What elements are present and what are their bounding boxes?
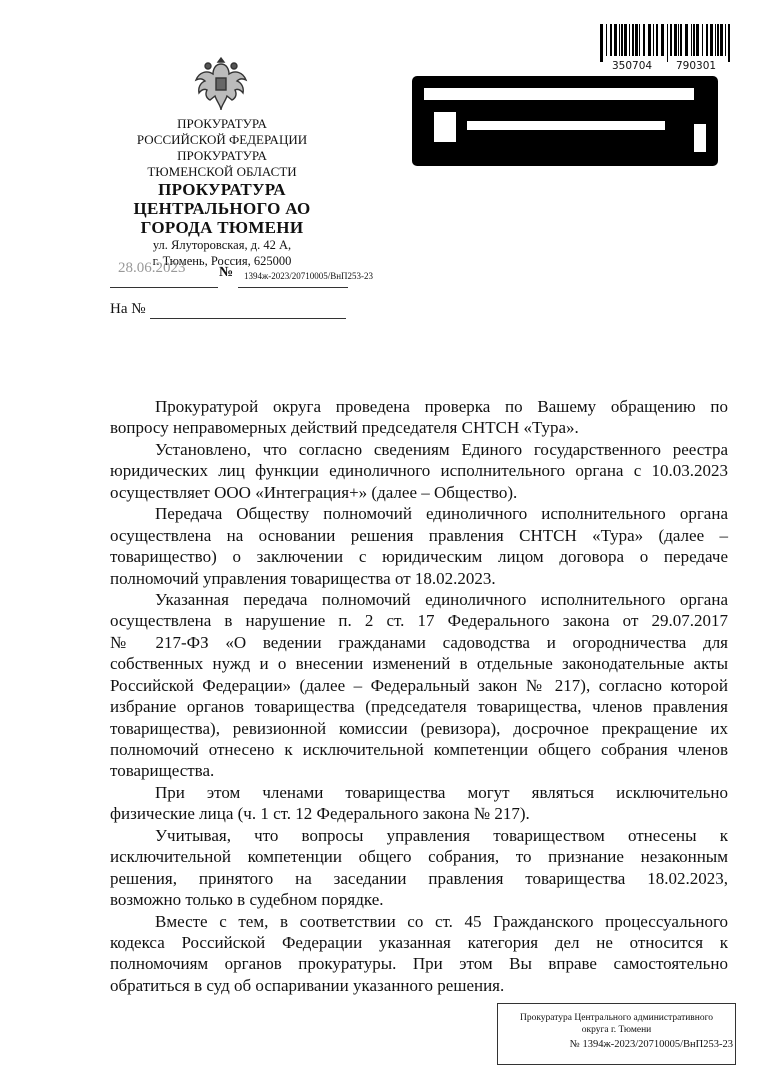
barcode-bar xyxy=(691,24,692,56)
barcode-bar xyxy=(693,24,695,56)
issuer-address: г. Тюмень, Россия, 625000 xyxy=(152,254,292,268)
issuer-line: ПРОКУРАТУРА xyxy=(177,148,267,163)
paragraph-line: решения, принятого на заседании правления товарищества 18.02.2023, xyxy=(110,868,728,888)
paragraph-line: исключительной компетенции общего собрания, то признание незаконным xyxy=(110,847,728,867)
paragraph-line: осуществляет ООО «Интеграция+» (далее – Общество). xyxy=(110,482,518,502)
paragraph-line: Передача Обществу полномочий единоличного исполнительного органа xyxy=(155,504,728,524)
number-sign: № xyxy=(219,265,234,280)
stamp-line: округа г. Тюмени xyxy=(581,1025,652,1035)
paragraph-line: полномочий отнесено к исключительной компетенции общего собрания членов xyxy=(110,740,728,759)
paragraph xyxy=(110,439,728,503)
paragraph xyxy=(110,396,728,439)
barcode-left-digits: 350704 xyxy=(612,60,653,72)
reply-to-underline xyxy=(150,318,346,319)
paragraph-line: вопросу неправомерных действий председателя СНТСН «Тура». xyxy=(110,418,579,438)
barcode-bar xyxy=(621,24,623,56)
paragraph xyxy=(110,782,728,825)
barcode-bar xyxy=(656,24,658,56)
barcode-bar xyxy=(720,24,723,56)
barcode-bar xyxy=(606,24,607,56)
registration-stamp xyxy=(497,1003,736,1065)
paragraph xyxy=(110,825,728,911)
barcode-bar xyxy=(629,24,630,56)
barcode-bars xyxy=(600,24,732,62)
barcode-right-digits: 790301 xyxy=(676,60,717,72)
redacted-addressee xyxy=(412,76,718,166)
paragraph-line: избрание органов товарищества (председателя товарищества, членов правления xyxy=(110,697,728,717)
reply-to-label: На № xyxy=(110,301,146,317)
barcode-bar xyxy=(706,24,708,56)
issuer-name-bold: ПРОКУРАТУРА xyxy=(158,180,286,199)
barcode xyxy=(600,24,732,62)
barcode-bar xyxy=(702,24,703,56)
document-date: 28.06.2023 xyxy=(118,260,186,276)
paragraph-line: осуществлена в нарушение п. 2 ст. 17 Федерального закона от 29.07.2017 xyxy=(110,611,728,631)
paragraph-line: обратиться в суд об оспаривании указанного решения. xyxy=(110,975,505,995)
paragraph-line: № 217-ФЗ «О ведении гражданами садоводства и огородничества для xyxy=(110,632,728,652)
paragraph-line: физические лица (ч. 1 ст. 12 Федерального закона № 217). xyxy=(110,804,530,824)
issuer-name-bold: ГОРОДА ТЮМЕНИ xyxy=(140,218,304,237)
barcode-bar xyxy=(710,24,713,56)
barcode-bar xyxy=(600,24,603,62)
barcode-bar xyxy=(614,24,617,56)
barcode-bar xyxy=(670,24,672,56)
issuer-line: ТЮМЕНСКОЙ ОБЛАСТИ xyxy=(147,164,297,179)
barcode-bar xyxy=(643,24,645,56)
document-number: 1394ж-2023/20710005/ВнП253-23 xyxy=(244,271,374,281)
barcode-bar xyxy=(610,24,612,56)
issuer-address: ул. Ялуторовская, д. 42 А, xyxy=(152,238,292,252)
paragraph-line: полномочиям органов прокуратуры. При этом Вы вправе самостоятельно xyxy=(110,954,728,974)
paragraph-line: товарищества), ревизионной комиссии (ревизора), досрочное прекращение их xyxy=(110,718,728,738)
barcode-bar xyxy=(635,24,638,56)
barcode-bar xyxy=(667,24,668,62)
paragraph-line: товарищество) о заключении с юридическим лицом договора о передаче xyxy=(110,547,728,567)
issuer-line: ПРОКУРАТУРА xyxy=(177,116,267,131)
paragraph-line: Учитывая, что вопросы управления товариществом отнесены к xyxy=(155,825,728,845)
barcode-bar xyxy=(696,24,699,56)
paragraph-line: возможно только в судебном порядке. xyxy=(110,890,384,910)
paragraph-line: При этом членами товарищества могут являться исключительно xyxy=(155,782,728,802)
paragraph-line: собственных нужд и о внесении изменений в отдельные законодательные акты xyxy=(110,654,728,674)
issuer-line: РОССИЙСКОЙ ФЕДЕРАЦИИ xyxy=(136,132,308,147)
paragraph-line: кодекса Российской Федерации указанная категория дел не относится к xyxy=(110,932,728,952)
issuer-name-bold: ЦЕНТРАЛЬНОГО АО xyxy=(133,199,311,218)
paragraph-line: Вместе с тем, в соответствии со ст. 45 Гражданского процессуального xyxy=(155,911,728,931)
barcode-bar xyxy=(680,24,682,56)
barcode-bar xyxy=(624,24,627,56)
barcode-bar xyxy=(717,24,719,56)
barcode-bar xyxy=(725,24,726,56)
barcode-bar xyxy=(678,24,679,56)
stamp-number-sign: № xyxy=(569,1039,580,1050)
issuer-block xyxy=(112,116,332,269)
coat-of-arms-emblem xyxy=(190,54,252,121)
date-underline xyxy=(110,287,218,288)
letter-body xyxy=(110,396,728,996)
barcode-bar xyxy=(648,24,651,56)
paragraph-line: Прокуратурой округа проведена проверка по Вашему обращению по xyxy=(155,397,728,416)
barcode-bar xyxy=(674,24,677,56)
paragraph-line: осуществлена на основании решения правления СНТСН «Тура» (далее – xyxy=(110,525,728,545)
paragraph xyxy=(110,911,728,997)
stamp-number: 1394ж-2023/20710005/ВнП253-23 xyxy=(582,1039,733,1050)
paragraph xyxy=(110,503,728,589)
paragraph-line: товарищества. xyxy=(110,761,215,781)
barcode-bar xyxy=(685,24,688,56)
barcode-bar xyxy=(619,24,620,56)
barcode-bar xyxy=(632,24,634,56)
number-underline xyxy=(238,287,348,288)
barcode-bar xyxy=(728,24,730,62)
barcode-bar xyxy=(715,24,716,56)
paragraph-line: Указанная передача полномочий единоличного исполнительного органа xyxy=(155,589,728,609)
paragraph-line: юридических лиц функции единоличного исполнительного органа с 10.03.2023 xyxy=(110,461,728,481)
stamp-line: Прокуратура Центрального административного xyxy=(519,1013,714,1023)
barcode-bar xyxy=(661,24,664,56)
barcode-bar xyxy=(653,24,654,56)
paragraph-line: Российской Федерации» (далее – Федеральный закон № 217), согласно которой xyxy=(110,675,728,695)
paragraph xyxy=(110,589,728,782)
paragraph-line: Установлено, что согласно сведениям Единого государственного реестра xyxy=(155,439,728,459)
barcode-bar xyxy=(639,24,640,56)
paragraph-line: полномочий управления товарищества от 18.02.2023. xyxy=(110,568,496,588)
